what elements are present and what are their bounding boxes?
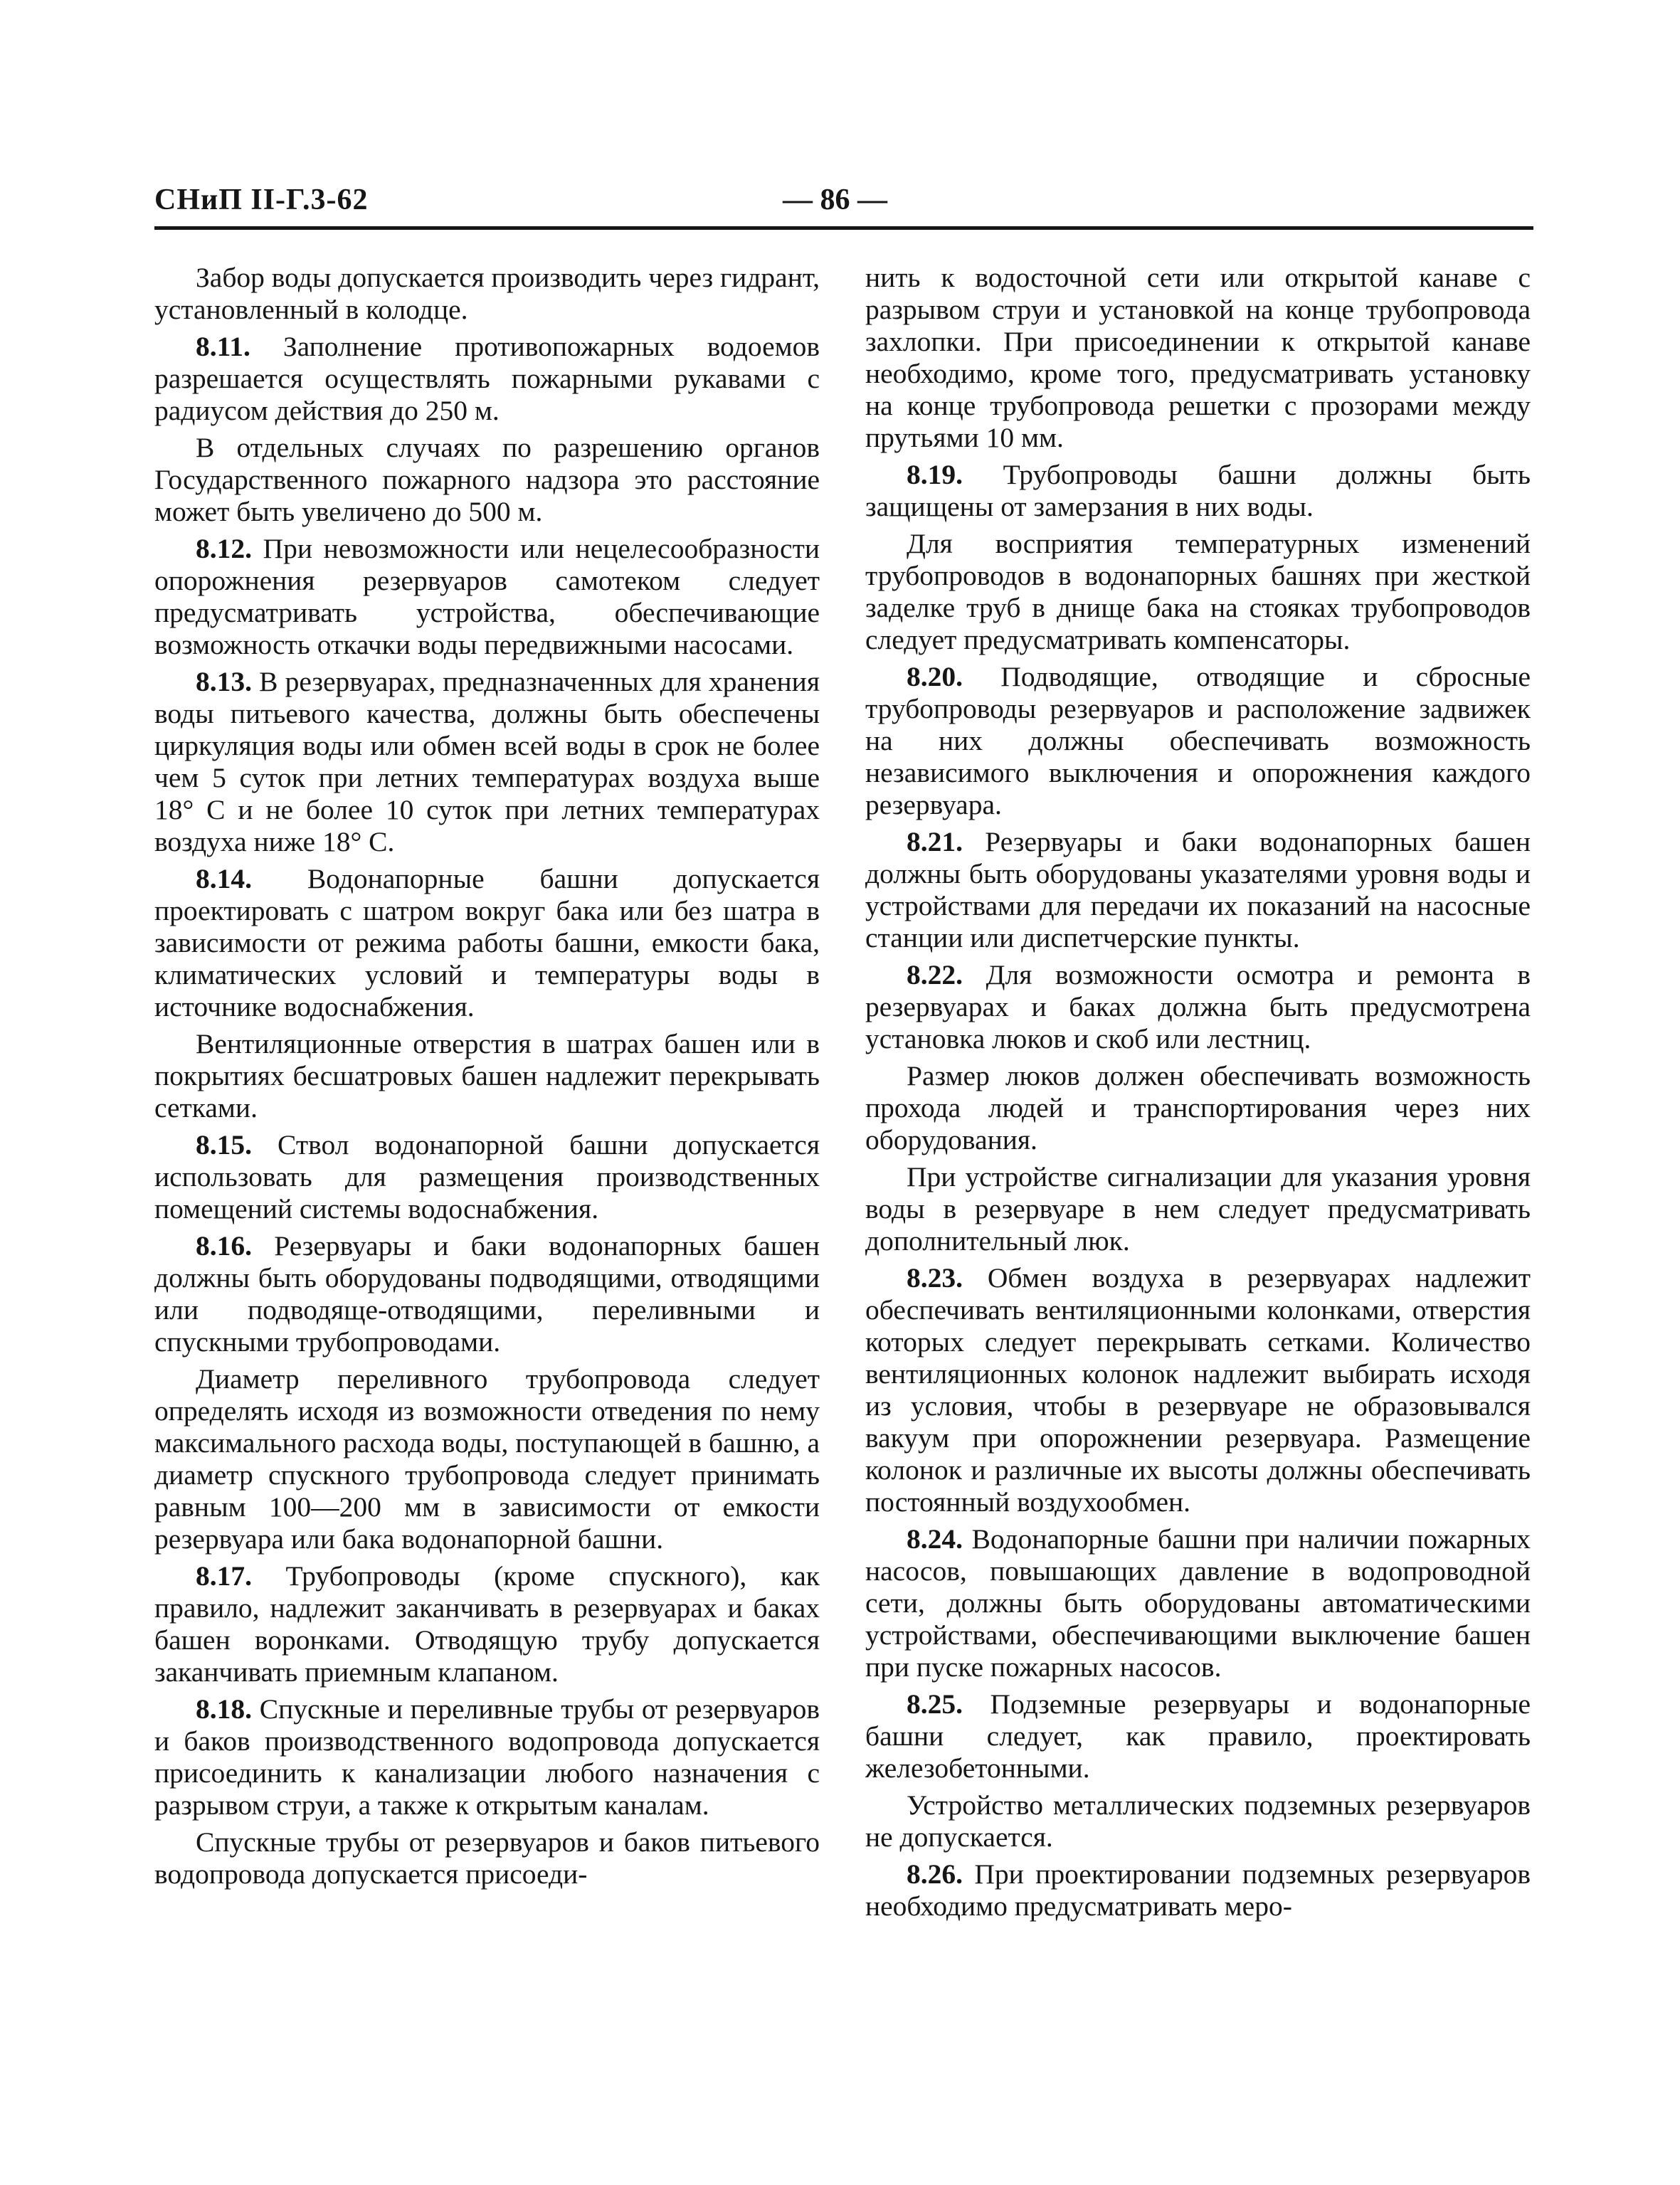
paragraph-text: В отдельных случаях по разрешению органов Государственного пожарного надзора это расстояние может быть увеличено до 500 м. <box>154 432 820 527</box>
clause-number: 8.21. <box>907 826 963 857</box>
paragraph-text: Диаметр переливного трубопровода следует определять исходя из возможности отведения по нему максимального расхода воды, поступающей в башню, а диаметр спускного трубопровода следует принимать равным 100—200 мм в зависимости от емкости резервуара или бака водонапорной башни. <box>154 1363 820 1555</box>
paragraph <box>154 1363 820 1555</box>
paragraph <box>865 959 1531 1055</box>
clause-number: 8.13. <box>196 666 252 697</box>
paragraph-text: Спускные и переливные трубы от резервуаров и баков производственного водопровода допускается присоединить к канализации любого назначения с разрывом струи, а также к открытым каналам. <box>154 1693 820 1821</box>
paragraph <box>865 1688 1531 1784</box>
document-code: СНиП II-Г.3-62 <box>154 184 369 216</box>
paragraph <box>865 1060 1531 1156</box>
clause-number: 8.18. <box>196 1693 252 1725</box>
paragraph-text: При невозможности или нецелесообразности опорожнения резервуаров самотеком следует предусматривать устройства, обеспечивающие возможность откачки воды передвижными насосами. <box>154 533 820 660</box>
clause-number: 8.25. <box>907 1688 963 1720</box>
paragraph-text: Подводящие, отводящие и сбросные трубопроводы резервуаров и расположение задвижек на них должны обеспечивать возможность независимого выключения и опорожнения каждого резервуара. <box>865 661 1531 820</box>
paragraph <box>154 1693 820 1821</box>
clause-number: 8.17. <box>196 1560 252 1592</box>
paragraph-text: При устройстве сигнализации для указания уровня воды в резервуаре в нем следует предусматривать дополнительный люк. <box>865 1161 1531 1256</box>
paragraph <box>154 1028 820 1124</box>
paragraph <box>865 1161 1531 1257</box>
clause-number: 8.26. <box>907 1858 963 1890</box>
paragraph-text: В резервуарах, предназначенных для хранения воды питьевого качества, должны быть обеспечены циркуляция воды или обмен всей воды в срок не более чем 5 суток при летних температурах воздуха выше 18° С и не более 10 суток при летних температурах воздуха ниже 18° С. <box>154 666 820 857</box>
paragraph <box>865 661 1531 821</box>
header-rule <box>154 226 1533 230</box>
page-number: — 86 — <box>783 184 887 216</box>
paragraph-text: Обмен воздуха в резервуарах надлежит обеспечивать вентиляционными колонками, отверстия которых следует перекрывать сетками. Количество вентиляционных колонок надлежит выбирать исходя из условия, чтобы в резервуаре не образовывался вакуум при опорожнении резервуара. Размещение колонок и различные их высоты должны обеспечивать постоянный воздухообмен. <box>865 1262 1531 1518</box>
paragraph <box>154 262 820 326</box>
paragraph-text: Для восприятия температурных изменений трубопроводов в водонапорных башнях при жесткой заделке труб в днище бака на стояках трубопроводов следует предусматривать компенсаторы. <box>865 528 1531 655</box>
paragraph-text: Для возможности осмотра и ремонта в резервуарах и баках должна быть предусмотрена установка люков и скоб или лестниц. <box>865 959 1531 1054</box>
right-text-column <box>865 262 1531 1927</box>
paragraph-text: Устройство металлических подземных резервуаров не допускается. <box>865 1789 1531 1853</box>
paragraph-text: Трубопроводы башни должны быть защищены от замерзания в них воды. <box>865 459 1531 522</box>
paragraph-text: Водонапорные башни при наличии пожарных насосов, повышающих давление в водопроводной сети, должны быть оборудованы автоматическими устройствами, обеспечивающими выключение башен при пуске пожарных насосов. <box>865 1523 1531 1683</box>
paragraph <box>865 1523 1531 1683</box>
clause-number: 8.20. <box>907 661 963 692</box>
paragraph <box>154 1560 820 1688</box>
paragraph <box>154 331 820 427</box>
paragraph <box>154 533 820 661</box>
paragraph-text: Резервуары и баки водонапорных башен должны быть оборудованы указателями уровня воды и устройствами для передачи их показаний на насосные станции или диспетчерские пункты. <box>865 826 1531 953</box>
clause-number: 8.24. <box>907 1523 963 1555</box>
paragraph-text: Размер люков должен обеспечивать возможность прохода людей и транспортирования через них оборудования. <box>865 1060 1531 1155</box>
clause-number: 8.16. <box>196 1230 252 1261</box>
clause-number: 8.11. <box>196 331 250 362</box>
paragraph <box>865 528 1531 656</box>
clause-number: 8.22. <box>907 959 963 990</box>
paragraph-text: Заполнение противопожарных водоемов разрешается осуществлять пожарными рукавами с радиусом действия до 250 м. <box>154 331 820 426</box>
paragraph <box>154 666 820 858</box>
paragraph <box>154 1129 820 1225</box>
paragraph <box>154 432 820 528</box>
paragraph <box>154 1826 820 1890</box>
paragraph <box>865 1789 1531 1853</box>
paragraph <box>865 1262 1531 1518</box>
paragraph-text: нить к водосточной сети или открытой канаве с разрывом струи и установкой на конце трубопровода захлопки. При присоединении к открытой канаве необходимо, кроме того, предусматривать установку на конце трубопровода решетки с прозорами между прутьями 10 мм. <box>865 262 1531 453</box>
clause-number: 8.12. <box>196 533 252 564</box>
paragraph <box>865 262 1531 454</box>
clause-number: 8.19. <box>907 459 963 490</box>
clause-number: 8.14. <box>196 863 252 894</box>
clause-number: 8.23. <box>907 1262 963 1293</box>
paragraph <box>865 459 1531 523</box>
paragraph-text: Ствол водонапорной башни допускается использовать для размещения производственных помещений системы водоснабжения. <box>154 1129 820 1224</box>
paragraph <box>154 1230 820 1358</box>
paragraph-text: Спускные трубы от резервуаров и баков питьевого водопровода допускается присоеди- <box>154 1826 820 1890</box>
paragraph-text: Вентиляционные отверстия в шатрах башен или в покрытиях бесшатровых башен надлежит перекрывать сетками. <box>154 1028 820 1123</box>
paragraph-text: Водонапорные башни допускается проектировать с шатром вокруг бака или без шатра в зависимости от режима работы башни, емкости бака, климатических условий и температуры воды в источнике водоснабжения. <box>154 863 820 1022</box>
paragraph <box>154 863 820 1023</box>
paragraph-text: Резервуары и баки водонапорных башен должны быть оборудованы подводящими, отводящими или подводяще-отводящими, переливными и спускными трубопроводами. <box>154 1230 820 1358</box>
paragraph-text: Трубопроводы (кроме спускного), как правило, надлежит заканчивать в резервуарах и баках башен воронками. Отводящую трубу допускается заканчивать приемным клапаном. <box>154 1560 820 1688</box>
paragraph <box>865 826 1531 954</box>
left-text-column <box>154 262 820 1895</box>
paragraph <box>865 1858 1531 1922</box>
paragraph-text: При проектировании подземных резервуаров необходимо предусматривать меро- <box>865 1858 1531 1922</box>
clause-number: 8.15. <box>196 1129 252 1160</box>
paragraph-text: Подземные резервуары и водонапорные башни следует, как правило, проектировать железобетонными. <box>865 1688 1531 1784</box>
paragraph-text: Забор воды допускается производить через гидрант, установленный в колодце. <box>154 262 820 325</box>
